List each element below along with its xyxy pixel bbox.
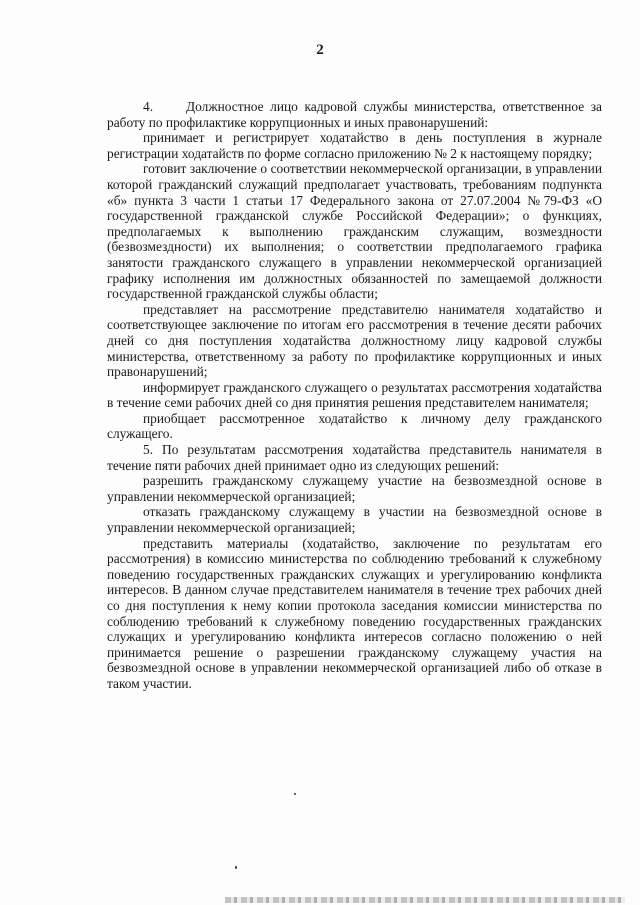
paragraph-item-4: 4. Должностное лицо кадровой службы министерства, ответственное за работу по профилактике коррупционных и иных правонарушений: (107, 99, 602, 130)
paragraph-register: принимает и регистрирует ходатайство в день поступления в журнале регистрации ходатайств по форме согласно приложению № 2 к настоящему порядку; (107, 130, 602, 161)
paragraph-refuse: отказать гражданскому служащему в участии на безвозмездной основе в управлении некоммерческой организацией; (107, 504, 602, 536)
paragraph-commission: представить материалы (ходатайство, заключение по результатам его рассмотрения) в комиссию министерства по соблюдению требований к служебному поведению государственных гражданских служащих и урегулированию конфликта интересов. В данном случае представителем нанимателя в течение трех рабочих дней со дня поступления к нему копии протокола заседания комиссии министерства по соблюдению требований к служебному поведению государственных гражданских служащих и урегулированию конфликта интересов согласно положению о ней принимается решение о разрешении гражданскому служащему участия на безвозмездной основе в управлении некоммерческой организацией либо об отказе в таком участии. (107, 535, 602, 691)
paragraph-conclusion: готовит заключение о соответствии некоммерческой организации, в управлении которой гражданский служащий предполагает участвовать, требованиям подпункта «б» пункта 3 части 1 статьи 17 Федерального закона от 27.07.2004 №79-ФЗ «О государственной гражданской службе Российской Федерации»; о функциях, предполагаемых к выполнению гражданским служащим, возмездности (безвозмездности) их выполнения; о соответствии предполагаемого графика занятости гражданского служащего в управлении некоммерческой организацией графику исполнения им должностных обязанностей по замещаемой должности государственной гражданской службы области; (107, 161, 602, 302)
paragraph-attach: приобщает рассмотренное ходатайство к личному делу гражданского служащего. (107, 410, 602, 442)
paragraph-submit: представляет на рассмотрение представителю нанимателя ходатайство и соответствующее заключение по итогам его рассмотрения в течение десяти рабочих дней со дня поступления ходатайства должностному лицу кадровой службы министерства, ответственному за работу по профилактике коррупционных и иных правонарушений; (107, 301, 602, 380)
document-body (107, 99, 602, 692)
paragraph-item-5: 5. По результатам рассмотрения ходатайства представитель нанимателя в течение пяти рабочих дней принимает одно из следующих решений: (107, 442, 602, 473)
paragraph-allow: разрешить гражданскому служащему участие на безвозмездной основе в управлении некоммерческой организацией; (107, 473, 602, 504)
scan-edge-artifact (225, 897, 625, 903)
scan-speck (294, 793, 296, 795)
paragraph-inform: информирует гражданского служащего о результатах рассмотрения ходатайства в течение семи рабочих дней со дня принятия решения представителем нанимателя; (107, 379, 602, 411)
page-number: 2 (316, 42, 324, 58)
scan-speck (235, 866, 237, 869)
